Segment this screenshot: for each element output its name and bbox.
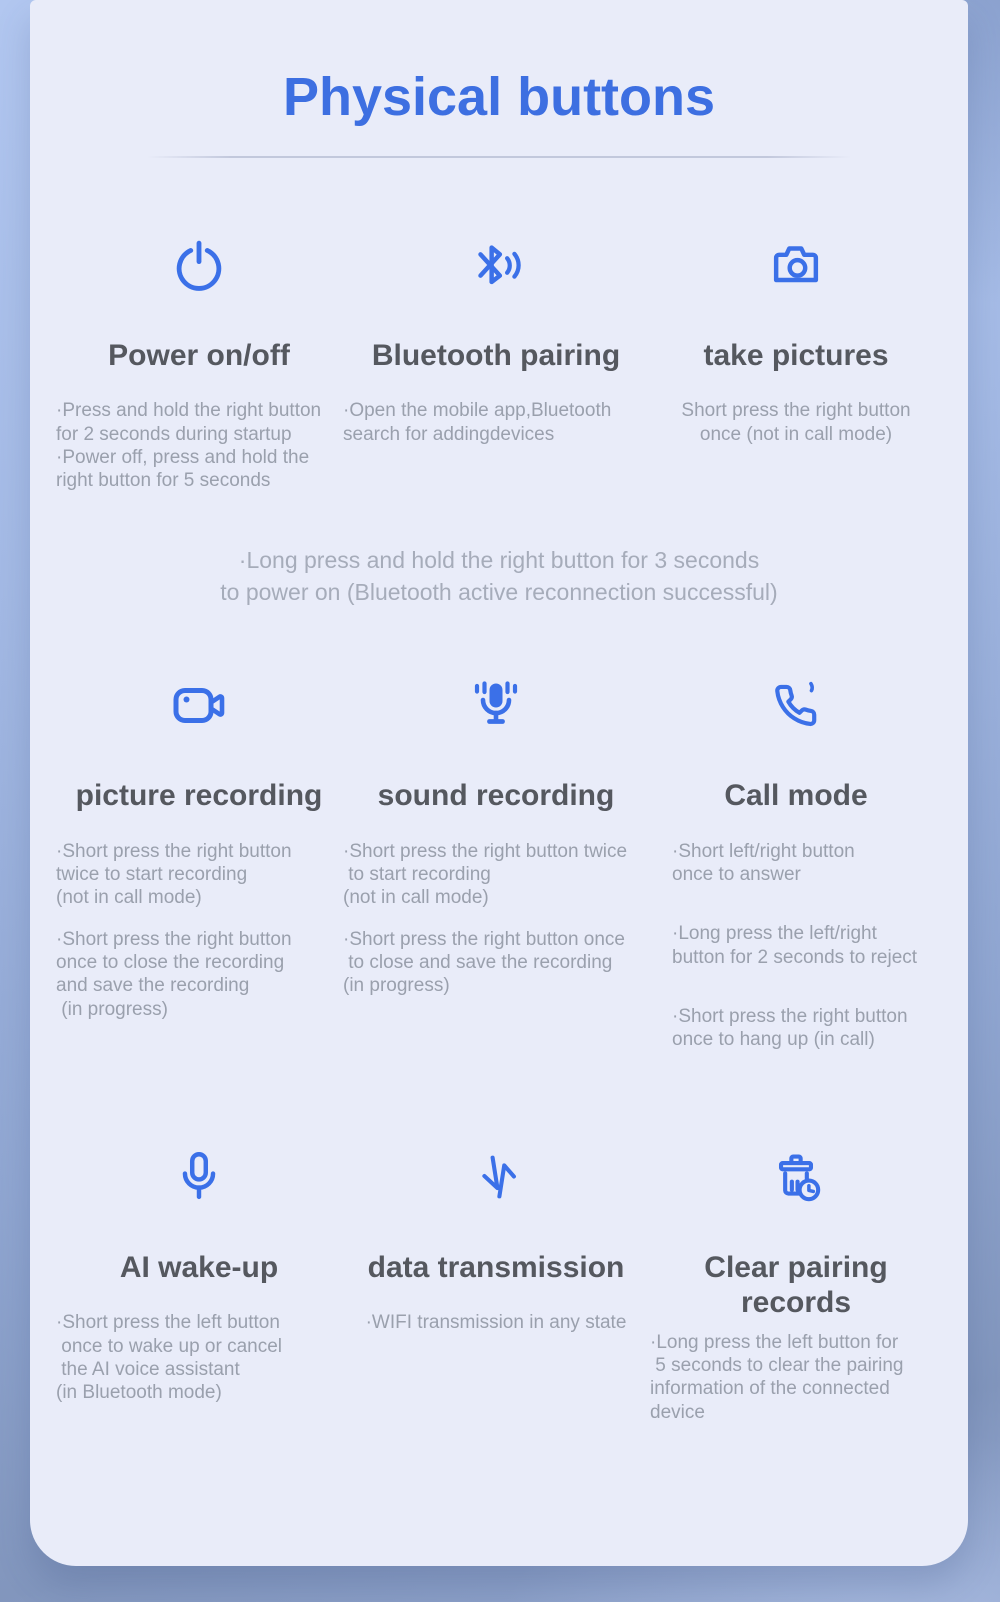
description-line: ·Short left/right button xyxy=(672,840,855,862)
feature-description xyxy=(56,399,342,492)
feature-title: take pictures xyxy=(703,339,889,372)
description-line: once to answer xyxy=(672,864,801,886)
description-line: for 2 seconds during startup xyxy=(56,423,292,445)
power-icon xyxy=(168,232,230,298)
description-line: (in progress) xyxy=(343,975,450,997)
feature-description xyxy=(343,840,649,998)
description-line: right button for 5 seconds xyxy=(56,470,271,492)
description-line: ·Long press the left/right xyxy=(672,923,877,945)
description-line: device xyxy=(650,1401,705,1423)
feature-row-1 xyxy=(30,232,968,493)
description-line: Short press the right button xyxy=(681,400,911,422)
description-line: information of the connected xyxy=(650,1378,890,1400)
description-line: ·Press and hold the right button xyxy=(56,400,322,422)
feature-description xyxy=(650,1331,942,1424)
feature-take-pictures xyxy=(650,232,942,493)
page-title: Physical buttons xyxy=(282,67,716,127)
camera-icon xyxy=(765,232,827,298)
feature-title: picture recording xyxy=(75,779,323,813)
feature-data-transmission xyxy=(343,1144,649,1424)
microphone-filled-icon xyxy=(464,672,528,738)
description-line: ·Power off, press and hold the xyxy=(56,447,310,469)
feature-description xyxy=(56,1311,342,1404)
trash-clock-icon xyxy=(763,1144,829,1210)
description-line: ·Short press the right button xyxy=(56,928,292,950)
description-line: once to close the recording xyxy=(56,952,285,974)
feature-title: AI wake-up xyxy=(119,1250,279,1284)
feature-title: data transmission xyxy=(367,1250,625,1284)
title-divider xyxy=(147,156,851,158)
description-line: ·Open the mobile app,Bluetooth xyxy=(343,400,612,422)
feature-description xyxy=(343,399,649,446)
feature-sound-recording xyxy=(343,672,649,1052)
feature-row-3 xyxy=(30,1144,968,1424)
feature-clear-pairing xyxy=(650,1144,942,1424)
feature-power xyxy=(56,232,342,493)
center-note xyxy=(30,545,968,608)
description-line: 5 seconds to clear the pairing xyxy=(650,1354,904,1376)
phone-icon xyxy=(767,672,825,738)
note-line: ·Long press and hold the right button for 3 seconds xyxy=(238,546,760,573)
description-line: ·Short press the right button xyxy=(672,1006,908,1028)
description-line: twice to start recording xyxy=(56,864,248,886)
description-line: search for addingdevices xyxy=(343,423,555,445)
feature-description xyxy=(343,1311,649,1334)
description-line: once to wake up or cancel xyxy=(56,1335,283,1357)
microphone-outline-icon xyxy=(168,1144,230,1210)
description-line: ·Long press the left button for xyxy=(650,1331,899,1353)
note-line: to power on (Bluetooth active reconnection successful) xyxy=(220,578,778,605)
description-line: (not in call mode) xyxy=(343,887,489,909)
description-line: (in progress) xyxy=(56,998,168,1020)
description-line: ·WIFI transmission in any state xyxy=(365,1312,627,1334)
description-line: ·Short press the right button xyxy=(56,840,292,862)
feature-description xyxy=(650,399,942,446)
feature-title: Clear pairing records xyxy=(704,1250,888,1320)
description-line: (in Bluetooth mode) xyxy=(56,1382,222,1404)
feature-picture-recording xyxy=(56,672,342,1052)
video-camera-icon xyxy=(167,672,231,738)
data-transmission-icon xyxy=(465,1144,527,1210)
content-card xyxy=(30,0,968,1566)
description-line: once (not in call mode) xyxy=(699,423,893,445)
feature-description xyxy=(56,840,342,1022)
feature-title: sound recording xyxy=(377,779,615,813)
description-line: and save the recording xyxy=(56,975,250,997)
feature-row-2 xyxy=(30,672,968,1052)
feature-description xyxy=(650,840,942,1052)
description-line: ·Short press the right button twice xyxy=(343,840,628,862)
feature-title: Call mode xyxy=(724,779,868,813)
feature-call-mode xyxy=(650,672,942,1052)
feature-bluetooth xyxy=(343,232,649,493)
description-line: ·Short press the right button once xyxy=(343,928,625,950)
description-line: (not in call mode) xyxy=(56,887,202,909)
feature-ai-wake-up xyxy=(56,1144,342,1424)
feature-title: Power on/off xyxy=(108,339,290,372)
description-line: the AI voice assistant xyxy=(56,1358,240,1380)
bluetooth-icon xyxy=(465,232,527,298)
description-line: button for 2 seconds to reject xyxy=(672,946,918,968)
description-line: ·Short press the left button xyxy=(56,1312,280,1334)
description-line: once to hang up (in call) xyxy=(672,1029,875,1051)
feature-title: Bluetooth pairing xyxy=(371,339,621,372)
description-line: to close and save the recording xyxy=(343,952,613,974)
description-line: to start recording xyxy=(343,864,491,886)
